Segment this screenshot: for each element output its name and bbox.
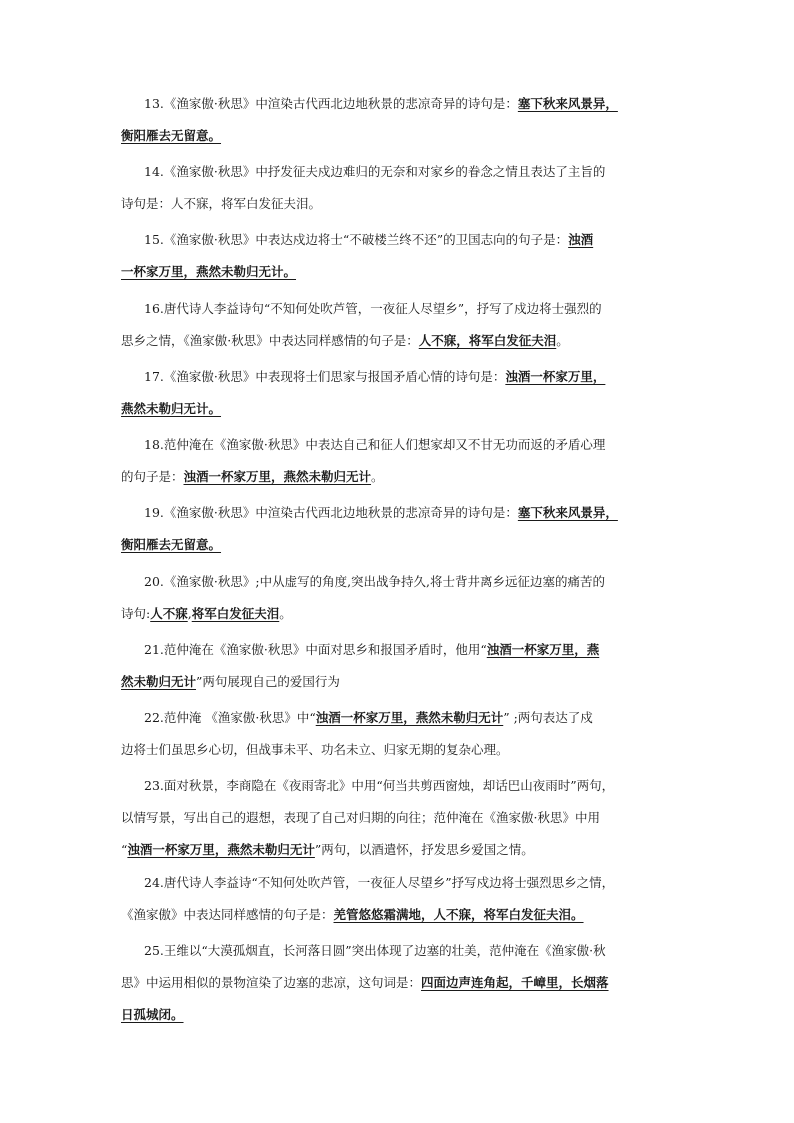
question-text: 25.王维以“大漠孤烟直，长河落日圆”突出体现了边塞的壮美，范仲淹在《渔家傲·秋 [144, 943, 606, 958]
question-line [121, 361, 691, 393]
question-line [121, 734, 691, 766]
question-line [121, 566, 691, 598]
question-text: , [187, 606, 192, 621]
question-text: 16.唐代诗人李益诗句“不知何处吹芦管，一夜征人尽望乡”，抒写了戍边将士强烈的 [144, 301, 602, 316]
answer-text: 浊酒一杯家万里，燕 [486, 642, 600, 657]
question-text: 18.范仲淹在《渔家傲·秋思》中表达自己和征人们想家却又不甘无功而返的矛盾心理 [144, 437, 606, 452]
question-line [121, 598, 691, 630]
question-text: 人不寐，将军白发征夫泪。 [171, 196, 322, 211]
question-line [121, 634, 691, 666]
question-text: 20.《渔家傲·秋思》;中从虚写的角度,突出战争持久,将士背井离乡远征边塞的痛苦的 [144, 574, 606, 589]
answer-text: 一杯家万里，燕然未勒归无计。 [121, 264, 297, 279]
question-text: 22.范仲淹 《渔家傲·秋思》中“ [144, 710, 316, 725]
question-line [121, 461, 691, 493]
question-item [121, 497, 691, 561]
question-item [121, 224, 691, 288]
question-line [121, 293, 691, 325]
question-item [121, 770, 691, 866]
question-line [121, 429, 691, 461]
question-text: ” ;两句表达了戍 [503, 710, 593, 725]
question-text: 19.《渔家傲·秋思》中渲染古代西北边地秋景的悲凉奇异的诗句是： [144, 505, 518, 520]
question-text: 17.《渔家傲·秋思》中表现将士们思家与报国矛盾心情的诗句是： [144, 369, 506, 384]
question-line [121, 802, 691, 834]
question-line [121, 999, 691, 1031]
question-item [121, 867, 691, 931]
question-text: 的句子是： [121, 469, 184, 484]
question-line [121, 666, 691, 698]
answer-text: 然未勒归无计 [121, 674, 197, 689]
answer-text: 浊酒一杯家万里，燕然未勒归无计 [315, 710, 504, 725]
answer-text: 衡阳雁去无留意。 [121, 537, 222, 552]
question-text: 边将士们虽思乡心切，但战事未平、功名未立、归家无期的复杂心理。 [121, 742, 509, 757]
answer-text: 塞下秋来风景异， [517, 96, 618, 111]
question-line [121, 224, 691, 256]
question-line [121, 497, 691, 529]
question-line [121, 967, 691, 999]
question-text: 24.唐代诗人李益诗“不知何处吹芦管，一夜征人尽望乡”抒写戍边将士强烈思乡之情， [144, 875, 615, 890]
question-text: 。 [279, 606, 292, 621]
question-text: 思乡之情，《渔家傲·秋思》中表达同样感情的句子是： [121, 333, 419, 348]
question-line [121, 393, 691, 425]
question-item [121, 156, 691, 220]
question-line [121, 120, 691, 152]
question-item [121, 429, 691, 493]
question-text: 23.面对秋景，李商隐在《夜雨寄北》中用“何当共剪西窗烛，却话巴山夜雨时”两句， [144, 778, 615, 793]
question-line [121, 88, 691, 120]
answer-text: 衡阳雁去无留意。 [121, 128, 222, 143]
answer-text: 四面边声连角起，千嶂里，长烟落 [421, 975, 609, 990]
question-text: 15.《渔家傲·秋思》中表达戍边将士“不破楼兰终不还”的卫国志向的句子是： [144, 232, 569, 247]
question-line [121, 834, 691, 866]
answer-text: 浊酒 [568, 232, 594, 247]
answer-text: 塞下秋来风景异， [517, 505, 618, 520]
answer-text: 浊酒一杯家万里，燕然未勒归无计 [127, 842, 315, 857]
answer-text: 羌管悠悠霜满地，人不寐，将军白发征夫泪。 [333, 907, 584, 922]
question-line [121, 770, 691, 802]
question-line [121, 156, 691, 188]
question-line [121, 899, 691, 931]
question-text: ”两句展现自己的爱国行为 [196, 674, 340, 689]
question-line [121, 188, 691, 220]
question-text: 思》中运用相似的景物渲染了边塞的悲凉，这句词是： [121, 975, 422, 990]
question-text: “ [121, 842, 128, 857]
question-item [121, 634, 691, 698]
question-item [121, 935, 691, 1031]
answer-text: 浊酒一杯家万里， [505, 369, 606, 384]
question-line [121, 702, 691, 734]
question-text: 诗句: [121, 606, 151, 621]
question-text: 21.范仲淹在《渔家傲·秋思》中面对思乡和报国矛盾时，他用“ [144, 642, 487, 657]
question-text: 。 [371, 469, 384, 484]
question-text: 《渔家傲》中表达同样感情的句子是： [121, 907, 334, 922]
question-text: 以情写景，写出自己的遐想，表现了自己对归期的向往；范仲淹在《渔家傲·秋思》中用 [121, 810, 600, 825]
answer-text: 人不寐 [150, 606, 188, 621]
answer-text: 日孤城闭。 [121, 1007, 184, 1022]
question-item [121, 361, 691, 425]
question-item [121, 293, 691, 357]
question-line [121, 935, 691, 967]
question-item [121, 702, 691, 766]
question-text: ”两句，以酒遣怀，抒发思乡爱国之情。 [314, 842, 534, 857]
question-text: 诗句是： [121, 196, 172, 211]
answer-text: 人不寐，将军白发征夫泪 [418, 333, 557, 348]
question-text: 13.《渔家傲·秋思》中渲染古代西北边地秋景的悲凉奇异的诗句是： [144, 96, 518, 111]
question-text: 14.《渔家傲·秋思》中抒发征夫戍边难归的无奈和对家乡的眷念之情且表达了主旨的 [144, 164, 606, 179]
answer-text: 燕然未勒归无计。 [121, 401, 222, 416]
answer-text: 浊酒一杯家万里，燕然未勒归无计 [183, 469, 372, 484]
question-line [121, 256, 691, 288]
question-line [121, 867, 691, 899]
answer-text: 将军白发征夫泪 [191, 606, 280, 621]
question-text: 。 [556, 333, 569, 348]
question-item [121, 566, 691, 630]
question-item [121, 88, 691, 152]
question-line [121, 325, 691, 357]
question-line [121, 529, 691, 561]
